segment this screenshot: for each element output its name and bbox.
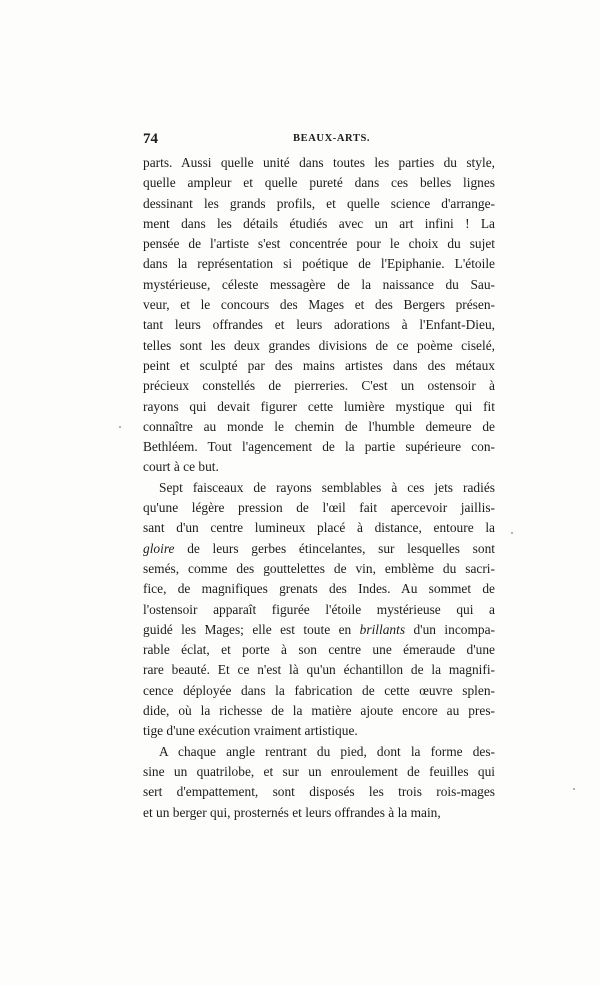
paragraph [143,478,495,742]
text-line [143,721,495,741]
text-line [143,214,495,234]
text-line [143,620,495,640]
text-segment: court à ce but. [143,459,219,475]
text-segment: peint et sculpté par des mains artistes dans des métaux [143,357,495,373]
text-segment: veur, et le concours des Mages et des Bergers présen- [143,297,495,313]
text-line [143,376,495,396]
text-segment: l'ostensoir apparaît figurée l'étoile mystérieuse qui a [143,601,495,617]
text-line [143,173,495,193]
text-line [143,356,495,376]
paper-speck [573,788,575,790]
text-line [143,518,495,538]
text-segment: précieux constellés de pierreries. C'est un ostensoir à [143,378,495,394]
text-segment: mystérieuse, céleste messagère de la naissance du Sau- [143,276,495,292]
text-segment: quelle ampleur et quelle pureté dans ces belles lignes [143,175,495,191]
italic-text: brillants [359,621,406,637]
text-segment: rable éclat, et porte à son centre une émeraude d'une [143,642,495,658]
text-line [143,478,495,498]
text-line [143,701,495,721]
text-segment: de leurs gerbes étincelantes, sur lesquelles sont [174,540,495,556]
text-line [143,660,495,680]
text-line [143,559,495,579]
text-segment: pensée de l'artiste s'est concentrée pour le choix du sujet [143,236,495,252]
text-segment: qu'une légère pression de l'œil fait apercevoir jaillis- [143,500,495,516]
text-line [143,640,495,660]
text-line [143,275,495,295]
text-segment: semés, comme des gouttelettes de vin, emblème du sacri- [143,560,495,576]
text-segment: dide, où la richesse de la matière ajoute encore au pres- [143,703,495,719]
text-line [143,762,495,782]
text-segment: et un berger qui, prosternés et leurs offrandes à la main, [143,804,441,820]
text-segment: connaître au monde le chemin de l'humble demeure de [143,418,495,434]
text-line [143,194,495,214]
text-segment: sine un quatrilobe, et sur un enroulement de feuilles qui [143,763,495,779]
text-line [143,153,495,173]
italic-text: gloire [143,540,175,556]
running-head: BEAUX-ARTS. [293,133,371,144]
text-segment: ment dans les détails étudiés avec un art infini ! La [143,215,495,231]
page-header [143,131,493,151]
text-segment: rare beauté. Et ce n'est là qu'un échantillon de la magnifi- [143,662,495,678]
text-line [143,457,495,477]
paragraph [143,742,495,823]
text-segment: sert d'empattement, sont disposés les trois rois-mages [143,784,495,800]
text-line [143,498,495,518]
text-segment: rayons qui devait figurer cette lumière mystique qui fit [143,398,495,414]
text-segment: tige d'une exécution vraiment artistique. [143,723,358,739]
text-line [143,254,495,274]
text-segment: Bethléem. Tout l'agencement de la partie supérieure con- [143,439,495,455]
text-line [143,315,495,335]
text-line [143,539,495,559]
text-segment: A chaque angle rentrant du pied, dont la forme des- [159,743,495,759]
text-segment: dans la représentation si poétique de l'Epiphanie. L'étoile [143,256,495,272]
text-line [143,681,495,701]
text-line [143,803,495,823]
paper-speck [511,532,513,534]
text-line [143,336,495,356]
text-segment: d'un incompa- [405,621,495,637]
text-segment: cence déployée dans la fabrication de cette œuvre splen- [143,682,495,698]
text-segment: fice, de magnifiques grenats des Indes. Au sommet de [143,581,495,597]
text-line [143,600,495,620]
text-line [143,437,495,457]
text-line [143,579,495,599]
text-line [143,782,495,802]
text-line [143,417,495,437]
paragraph [143,153,495,478]
page-number: 74 [143,131,158,147]
text-line [143,742,495,762]
text-segment: sant d'un centre lumineux placé à distance, entoure la [143,520,495,536]
paper-speck [119,426,121,428]
text-segment: guidé les Mages; elle est toute en [143,621,360,637]
text-line [143,234,495,254]
body-text [143,153,495,823]
text-segment: dessinant les grands profils, et quelle science d'arrange- [143,195,495,211]
text-line [143,397,495,417]
text-segment: tant leurs offrandes et leurs adorations à l'Enfant-Dieu, [143,317,495,333]
text-segment: telles sont les deux grandes divisions de ce poème ciselé, [143,337,495,353]
text-line [143,295,495,315]
text-segment: Sept faisceaux de rayons semblables à ces jets radiés [159,479,495,495]
text-segment: parts. Aussi quelle unité dans toutes les parties du style, [143,155,495,170]
